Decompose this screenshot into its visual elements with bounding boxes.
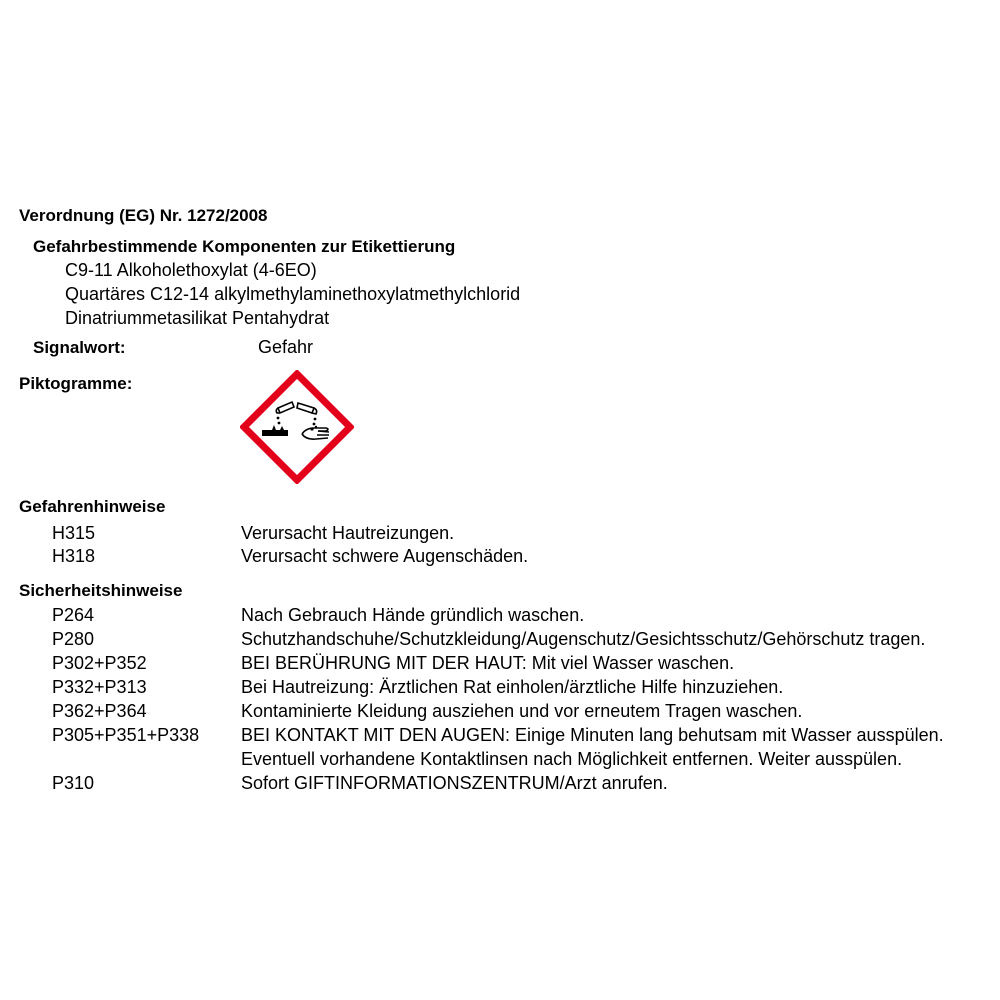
hazard-text: Verursacht schwere Augenschäden. — [241, 546, 529, 566]
precaution-text: BEI KONTAKT MIT DEN AUGEN: Einige Minuten lang behutsam mit Wasser ausspülen. — [241, 725, 944, 745]
pictograms-label: Piktogramme: — [19, 374, 133, 393]
pictogram-border — [244, 374, 350, 480]
hazard-code: H318 — [52, 546, 96, 566]
precaution-code: P280 — [52, 629, 95, 649]
component-item: Dinatriummetasilikat Pentahydrat — [65, 308, 330, 328]
precaution-text: Nach Gebrauch Hände gründlich waschen. — [241, 605, 585, 625]
regulation-title: Verordnung (EG) Nr. 1272/2008 — [19, 206, 268, 225]
precaution-code: P302+P352 — [52, 653, 147, 673]
hazard-statements-heading: Gefahrenhinweise — [19, 497, 166, 516]
hazard-code: H315 — [52, 523, 96, 543]
precautionary-statements-heading: Sicherheitshinweise — [19, 581, 183, 600]
corrosion-icon — [240, 370, 354, 484]
precaution-code: P362+P364 — [52, 701, 147, 721]
precaution-text: Kontaminierte Kleidung ausziehen und vor erneutem Tragen waschen. — [241, 701, 803, 721]
components-heading: Gefahrbestimmende Komponenten zur Etikettierung — [33, 237, 456, 256]
component-item: Quartäres C12-14 alkylmethylaminethoxylatmethylchlorid — [65, 284, 521, 304]
precaution-text: BEI BERÜHRUNG MIT DER HAUT: Mit viel Wasser waschen. — [241, 653, 735, 673]
precaution-text-continuation: Eventuell vorhandene Kontaktlinsen nach Möglichkeit entfernen. Weiter ausspülen. — [241, 749, 903, 769]
component-item: C9-11 Alkoholethoxylat (4-6EO) — [65, 260, 317, 280]
precaution-code: P332+P313 — [52, 677, 147, 697]
precaution-code: P305+P351+P338 — [52, 725, 200, 745]
signal-word-value: Gefahr — [258, 337, 314, 357]
hazard-text: Verursacht Hautreizungen. — [241, 523, 455, 543]
precaution-text: Schutzhandschuhe/Schutzkleidung/Augenschutz/Gesichtsschutz/Gehörschutz tragen. — [241, 629, 926, 649]
precaution-text: Sofort GIFTINFORMATIONSZENTRUM/Arzt anrufen. — [241, 773, 668, 793]
signal-word-label: Signalwort: — [33, 338, 126, 357]
precaution-code: P310 — [52, 773, 95, 793]
precaution-text: Bei Hautreizung: Ärztlichen Rat einholen/ärztliche Hilfe hinzuziehen. — [241, 677, 784, 697]
precaution-code: P264 — [52, 605, 95, 625]
